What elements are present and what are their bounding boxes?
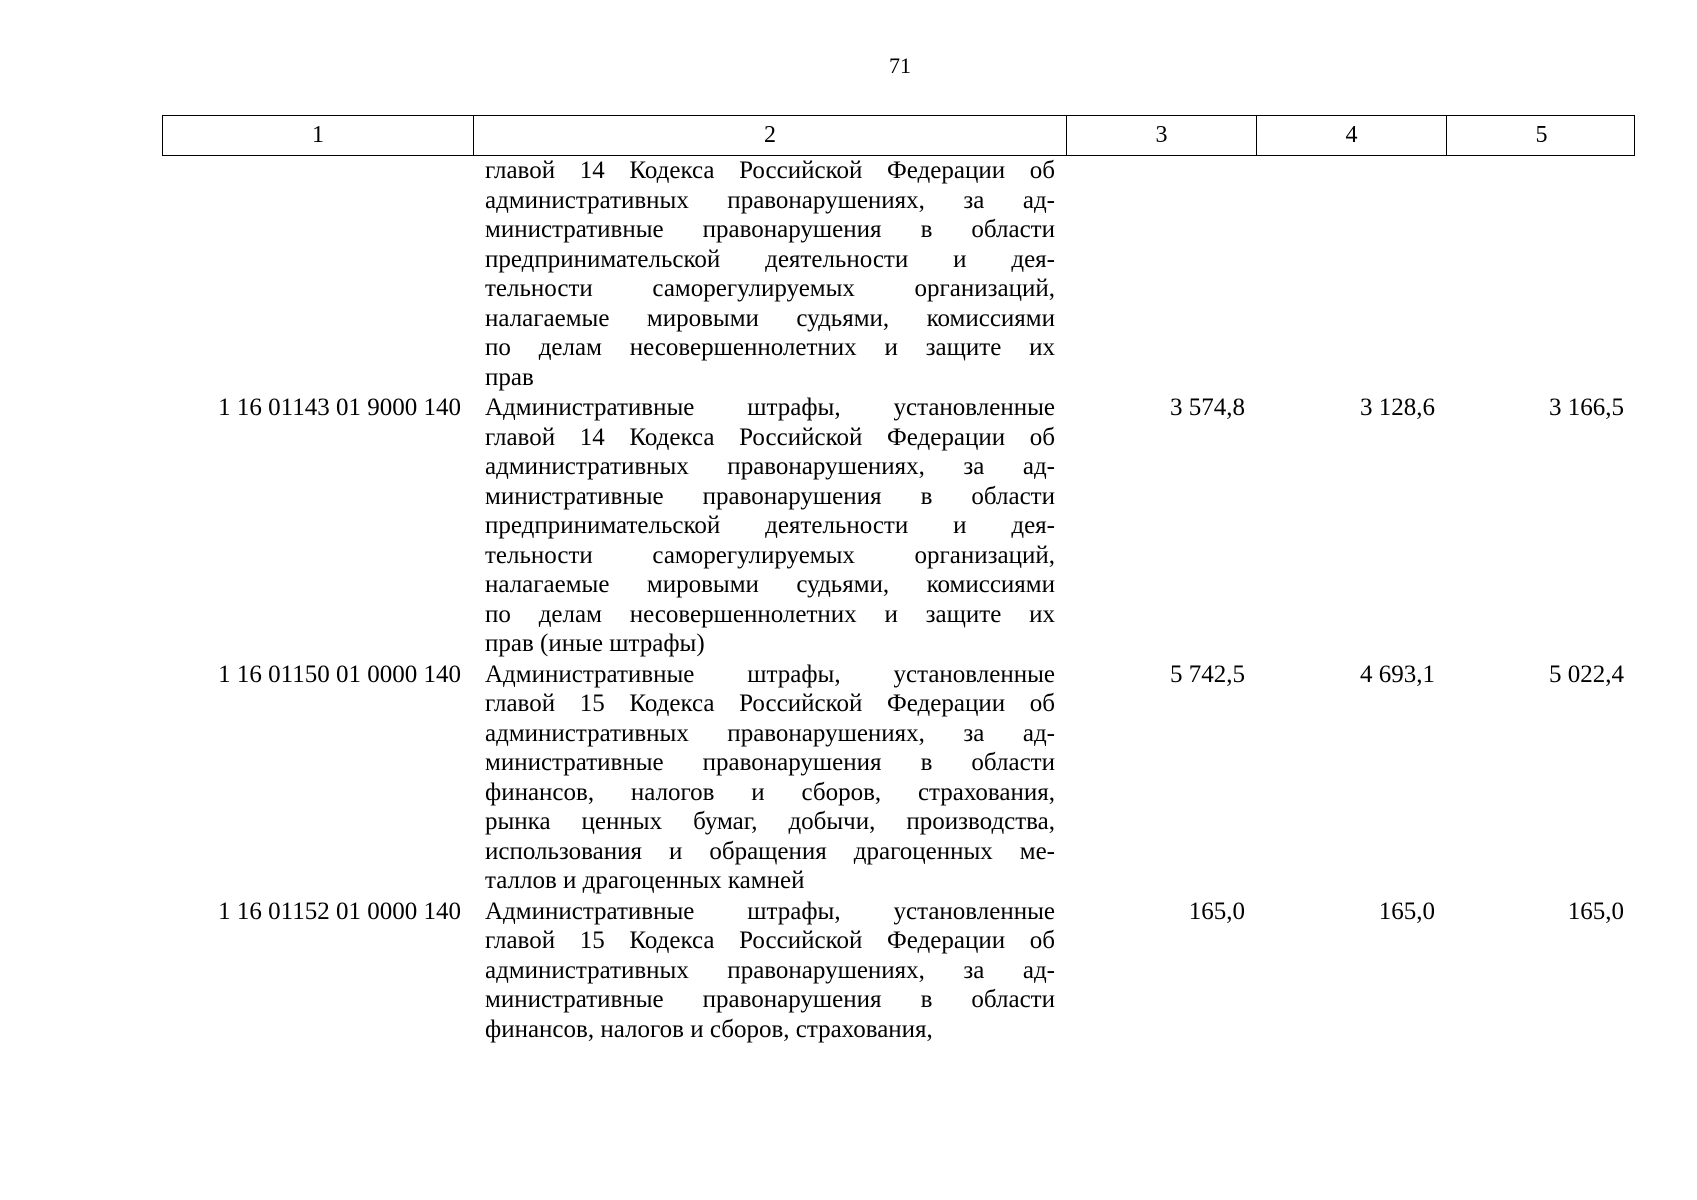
table-row bbox=[162, 897, 1635, 1045]
table-row bbox=[162, 660, 1635, 896]
amount-cell-col5 bbox=[1446, 156, 1635, 392]
revenue-name-line: министративные правонарушения в области bbox=[485, 216, 1055, 243]
amount-cell-col5: 3 166,5 bbox=[1549, 394, 1624, 421]
table-body bbox=[162, 156, 1635, 1044]
table-header-row bbox=[162, 115, 1635, 156]
revenue-name-line: главой 14 Кодекса Российской Федерации об bbox=[485, 423, 1055, 451]
revenue-name-line: Административные штрафы, установленные bbox=[485, 897, 1055, 925]
revenue-name-cell bbox=[473, 897, 1066, 1045]
revenue-name-line: министративные правонарушения в области bbox=[485, 482, 1055, 510]
revenue-name-line: министративные правонарушения в области bbox=[485, 749, 1055, 776]
table-row bbox=[162, 393, 1635, 659]
revenue-name-line: прав bbox=[485, 363, 534, 391]
column-header: 2 bbox=[474, 116, 1067, 155]
column-header: 5 bbox=[1535, 122, 1548, 148]
revenue-name-line: предпринимательской деятельности и дея- bbox=[485, 512, 1055, 539]
revenue-name-cell bbox=[473, 393, 1066, 659]
revenue-name-line: тельности саморегулируемых организаций, bbox=[485, 275, 1055, 302]
budget-code-cell: 1 16 01152 01 0000 140 bbox=[218, 897, 461, 925]
amount-cell-col3: 165,0 bbox=[1188, 897, 1245, 925]
page-number: 71 bbox=[889, 53, 911, 78]
revenue-table bbox=[162, 115, 1635, 1044]
revenue-name-line: административных правонарушениях, за ад- bbox=[485, 453, 1055, 480]
column-header: 1 bbox=[163, 116, 474, 155]
revenue-name-line: административных правонарушениях, за ад- bbox=[485, 186, 1055, 214]
amount-cell-col3 bbox=[1066, 156, 1256, 392]
revenue-name-line: предпринимательской деятельности и дея- bbox=[485, 245, 1055, 273]
revenue-name-line: тельности саморегулируемых организаций, bbox=[485, 541, 1055, 569]
amount-cell-col5: 5 022,4 bbox=[1549, 660, 1624, 688]
revenue-name-line: главой 14 Кодекса Российской Федерации об bbox=[485, 157, 1055, 184]
revenue-name-line: Административные штрафы, установленные bbox=[485, 394, 1055, 421]
revenue-name-line: административных правонарушениях, за ад- bbox=[485, 719, 1055, 747]
amount-cell-col4: 4 693,1 bbox=[1360, 660, 1435, 688]
revenue-name-line: налагаемые мировыми судьями, комиссиями bbox=[485, 304, 1055, 332]
revenue-name-line: таллов и драгоценных камней bbox=[485, 867, 805, 894]
revenue-name-line: министративные правонарушения в области bbox=[485, 986, 1055, 1013]
revenue-name-line: административных правонарушениях, за ад- bbox=[485, 956, 1055, 984]
revenue-name-line: рынка ценных бумаг, добычи, производства, bbox=[485, 808, 1055, 835]
table-row bbox=[162, 156, 1635, 392]
amount-cell-col5: 165,0 bbox=[1567, 897, 1624, 925]
revenue-name-line: финансов, налогов и сборов, страхования, bbox=[485, 778, 1055, 806]
revenue-name-line: по делам несовершеннолетних и защите их bbox=[485, 600, 1055, 628]
budget-code-cell bbox=[162, 156, 473, 392]
revenue-name-line: Административные штрафы, установленные bbox=[485, 660, 1055, 688]
budget-code-cell: 1 16 01150 01 0000 140 bbox=[218, 660, 461, 688]
revenue-name-line: налагаемые мировыми судьями, комиссиями bbox=[485, 571, 1055, 598]
revenue-name-line: прав (иные штрафы) bbox=[485, 630, 705, 657]
amount-cell-col4: 3 128,6 bbox=[1360, 394, 1435, 421]
revenue-name-line: по делам несовершеннолетних и защите их bbox=[485, 334, 1055, 361]
amount-cell-col4 bbox=[1256, 156, 1446, 392]
revenue-name-cell bbox=[473, 156, 1066, 392]
revenue-name-cell bbox=[473, 660, 1066, 896]
amount-cell-col3: 3 574,8 bbox=[1170, 394, 1245, 421]
column-header: 4 bbox=[1257, 116, 1447, 155]
revenue-name-line: главой 15 Кодекса Российской Федерации об bbox=[485, 927, 1055, 954]
revenue-name-line: использования и обращения драгоценных ме- bbox=[485, 837, 1055, 865]
revenue-name-line: финансов, налогов и сборов, страхования, bbox=[485, 1015, 933, 1043]
revenue-name-line: главой 15 Кодекса Российской Федерации об bbox=[485, 690, 1055, 717]
column-header: 3 bbox=[1067, 116, 1257, 155]
budget-code-cell: 1 16 01143 01 9000 140 bbox=[218, 394, 461, 421]
amount-cell-col3: 5 742,5 bbox=[1170, 660, 1245, 688]
amount-cell-col4: 165,0 bbox=[1378, 897, 1435, 925]
